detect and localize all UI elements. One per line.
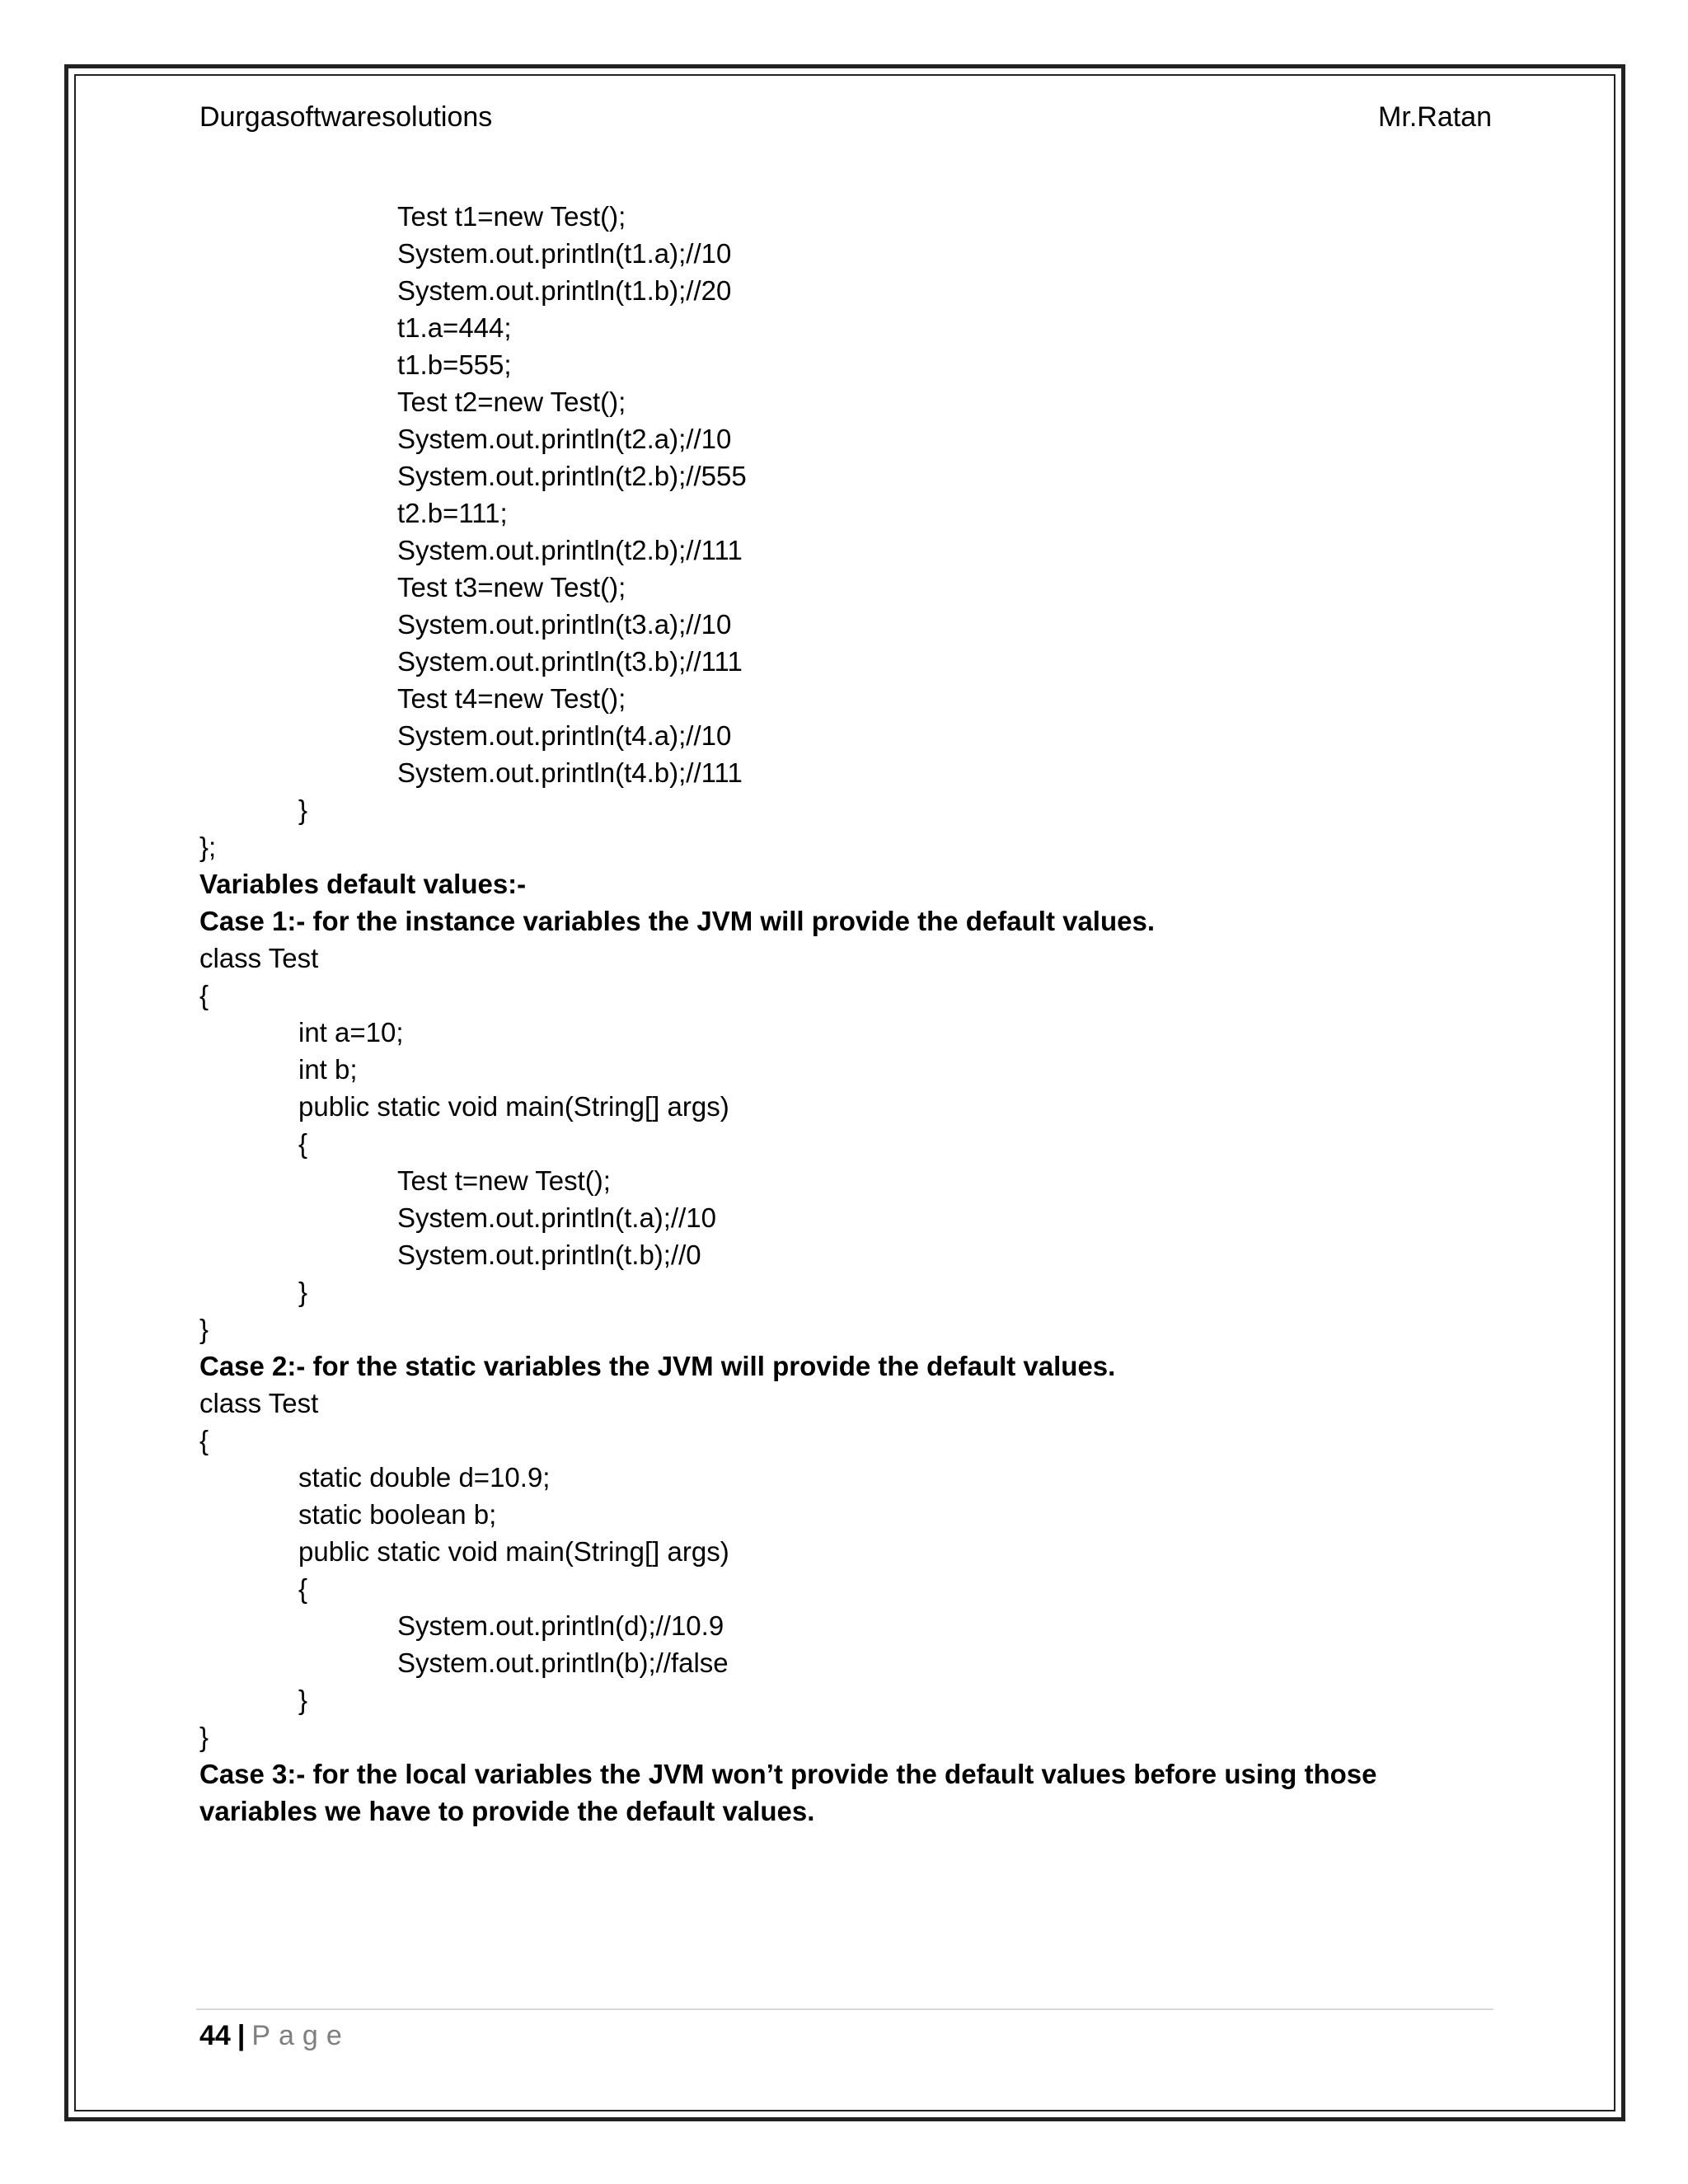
code-line: System.out.println(t1.b);//20 bbox=[397, 275, 732, 306]
document-body bbox=[199, 198, 1493, 1830]
code-line: { bbox=[199, 980, 209, 1010]
code-line: System.out.println(t3.a);//10 bbox=[397, 609, 732, 640]
code-line: Test t4=new Test(); bbox=[397, 683, 626, 714]
code-line: class Test bbox=[199, 943, 319, 973]
code-line: Test t3=new Test(); bbox=[397, 572, 626, 602]
code-line: } bbox=[199, 1314, 209, 1344]
code-line: System.out.println(t2.b);//555 bbox=[397, 461, 747, 491]
code-line: } bbox=[298, 1685, 308, 1715]
code-line: Test t=new Test(); bbox=[397, 1165, 611, 1196]
page-footer bbox=[199, 2016, 350, 2055]
code-line: System.out.println(t1.a);//10 bbox=[397, 238, 732, 269]
section-heading: Case 3:- for the local variables the JVM won’t provide the default values before using those variables we have to provide the default values. bbox=[199, 1759, 1377, 1826]
code-line: static boolean b; bbox=[298, 1499, 497, 1530]
header-company: Durgasoftwaresolutions bbox=[199, 101, 493, 133]
page-number: 44 bbox=[199, 2020, 231, 2051]
code-line: System.out.println(t3.b);//111 bbox=[397, 646, 743, 677]
code-line: t1.b=555; bbox=[397, 349, 512, 380]
code-line: { bbox=[298, 1128, 308, 1159]
code-line: class Test bbox=[199, 1388, 319, 1418]
code-line: }; bbox=[199, 832, 217, 862]
code-line: System.out.println(b);//false bbox=[397, 1647, 729, 1678]
header-author: Mr.Ratan bbox=[1378, 101, 1492, 133]
code-line: { bbox=[199, 1425, 209, 1455]
code-line: } bbox=[199, 1722, 209, 1752]
footer-separator: | bbox=[237, 2020, 246, 2051]
code-line: } bbox=[298, 794, 308, 825]
code-line: int b; bbox=[298, 1054, 358, 1085]
section-heading: Case 1:- for the instance variables the JVM will provide the default values. bbox=[199, 906, 1156, 936]
code-line: System.out.println(t.b);//0 bbox=[397, 1240, 701, 1270]
code-line: System.out.println(t4.b);//111 bbox=[397, 757, 743, 788]
code-line: static double d=10.9; bbox=[298, 1462, 551, 1493]
code-line: int a=10; bbox=[298, 1017, 404, 1047]
code-line: System.out.println(t.a);//10 bbox=[397, 1202, 716, 1233]
code-line: { bbox=[298, 1573, 308, 1604]
code-line: System.out.println(t4.a);//10 bbox=[397, 720, 732, 751]
code-line: System.out.println(t2.a);//10 bbox=[397, 424, 732, 454]
page-label: Page bbox=[251, 2020, 350, 2051]
code-line: public static void main(String[] args) bbox=[298, 1536, 729, 1567]
code-line: System.out.println(t2.b);//111 bbox=[397, 535, 743, 565]
code-line: } bbox=[298, 1277, 308, 1307]
section-heading: Variables default values:- bbox=[199, 869, 527, 899]
code-line: public static void main(String[] args) bbox=[298, 1091, 729, 1122]
code-line: t2.b=111; bbox=[397, 498, 508, 528]
code-line: Test t2=new Test(); bbox=[397, 387, 626, 417]
code-line: t1.a=444; bbox=[397, 312, 512, 343]
section-heading: Case 2:- for the static variables the JVM will provide the default values. bbox=[199, 1351, 1116, 1381]
code-line: Test t1=new Test(); bbox=[397, 201, 626, 232]
code-line: System.out.println(d);//10.9 bbox=[397, 1610, 724, 1641]
footer-divider bbox=[196, 2008, 1493, 2010]
